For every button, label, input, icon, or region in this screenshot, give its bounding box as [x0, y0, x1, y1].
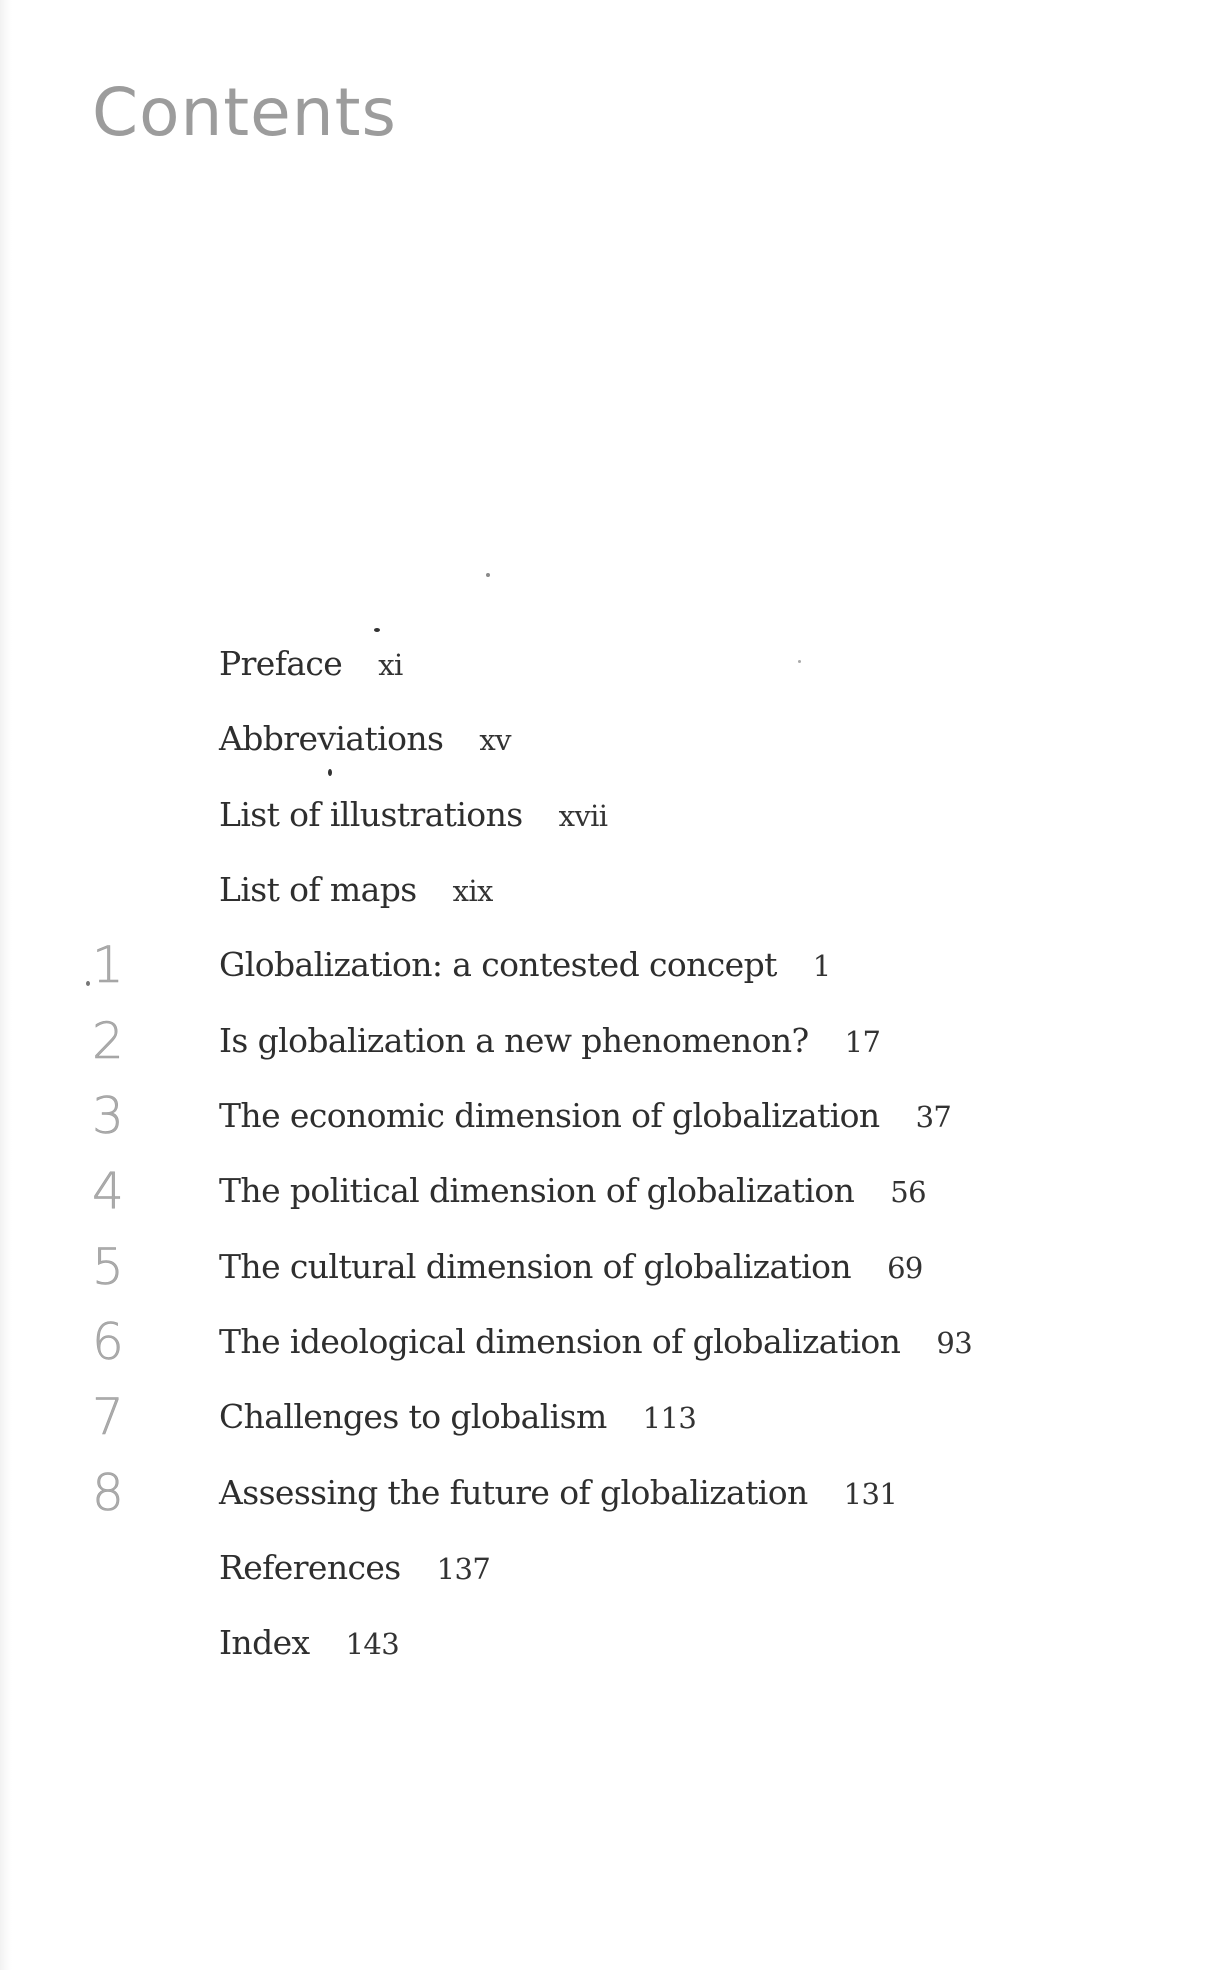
- toc-entry-page: 131: [843, 1477, 898, 1511]
- chapter-number: 3: [92, 1087, 124, 1145]
- toc-entry-label: The economic dimension of globalization: [219, 1096, 880, 1135]
- toc-row-references[interactable]: [0, 1540, 1100, 1600]
- toc-entry[interactable]: [219, 937, 831, 994]
- toc-entry[interactable]: [219, 1088, 951, 1145]
- scan-speck: [486, 573, 490, 577]
- chapter-number: 5: [92, 1238, 124, 1296]
- toc-row-chapter-6[interactable]: [0, 1314, 1100, 1374]
- chapter-number: 6: [92, 1313, 124, 1371]
- toc-entry[interactable]: [219, 1314, 972, 1371]
- toc-entry-page: 37: [915, 1100, 952, 1134]
- toc-entry-page: xi: [378, 648, 403, 682]
- toc-entry-page: 56: [890, 1175, 926, 1209]
- toc-row-chapter-5[interactable]: [0, 1239, 1100, 1299]
- toc-row-chapter-4[interactable]: [0, 1163, 1100, 1223]
- toc-entry-label: List of illustrations: [219, 795, 523, 834]
- toc-entry-label: Globalization: a contested concept: [219, 945, 777, 984]
- toc-entry-label: Challenges to globalism: [219, 1397, 607, 1436]
- toc-entry-label: The cultural dimension of globalization: [219, 1247, 852, 1286]
- toc-entry-label: The political dimension of globalization: [219, 1171, 855, 1210]
- toc-entry-label: Abbreviations: [219, 719, 444, 758]
- toc-entry-page: 1: [812, 949, 831, 983]
- toc-entry-page: xvii: [558, 799, 608, 833]
- toc-entry[interactable]: [219, 787, 607, 844]
- chapter-number: 1: [92, 936, 124, 994]
- toc-entry-label: Is globalization a new phenomenon?: [219, 1021, 809, 1060]
- toc-entry-page: 143: [345, 1627, 400, 1661]
- scan-speck: [798, 660, 801, 663]
- toc-entry-page: xv: [479, 723, 511, 757]
- chapter-number: 2: [92, 1012, 124, 1070]
- toc-row-chapter-8[interactable]: [0, 1465, 1100, 1525]
- toc-entry[interactable]: [219, 1163, 926, 1220]
- toc-entry[interactable]: [219, 1013, 880, 1070]
- toc-entry[interactable]: [219, 862, 493, 919]
- toc-row-chapter-3[interactable]: [0, 1088, 1100, 1148]
- toc-row-chapter-7[interactable]: [0, 1389, 1100, 1449]
- toc-entry[interactable]: [219, 1465, 897, 1522]
- toc-entry-label: Assessing the future of globalization: [219, 1473, 808, 1512]
- toc-row-chapter-2[interactable]: [0, 1013, 1100, 1073]
- toc-entry-page: 17: [844, 1025, 881, 1059]
- page-title: Contents: [92, 74, 397, 152]
- toc-row-chapter-1[interactable]: [0, 937, 1100, 997]
- toc-entry[interactable]: [219, 1540, 490, 1597]
- scan-speck: [374, 628, 380, 632]
- toc-entry-label: List of maps: [219, 870, 417, 909]
- toc-entry-label: Index: [219, 1623, 310, 1662]
- toc-entry[interactable]: [219, 1389, 696, 1446]
- toc-entry-label: Preface: [219, 644, 343, 683]
- chapter-number: 8: [92, 1464, 124, 1522]
- toc-entry-label: The ideological dimension of globalization: [219, 1322, 901, 1361]
- scan-speck: [86, 981, 90, 986]
- toc-row-index[interactable]: [0, 1615, 1100, 1675]
- toc-row-abbreviations[interactable]: [0, 711, 1100, 771]
- chapter-number: 4: [92, 1162, 124, 1220]
- toc-entry[interactable]: [219, 1239, 923, 1296]
- toc-entry-page: 93: [936, 1326, 973, 1360]
- toc-row-preface[interactable]: [0, 636, 1100, 696]
- toc-entry-label: References: [219, 1548, 401, 1587]
- toc-entry-page: 113: [642, 1401, 697, 1435]
- toc-entry-page: 69: [887, 1251, 923, 1285]
- toc-entry[interactable]: [219, 1615, 399, 1672]
- toc-row-list-of-maps[interactable]: [0, 862, 1100, 922]
- toc-entry-page: 137: [436, 1552, 491, 1586]
- toc-row-list-of-illustrations[interactable]: [0, 787, 1100, 847]
- toc-entry[interactable]: [219, 636, 403, 693]
- chapter-number: 7: [92, 1388, 124, 1446]
- scan-speck: [328, 769, 332, 776]
- toc-entry[interactable]: [219, 711, 511, 768]
- toc-entry-page: xix: [452, 874, 493, 908]
